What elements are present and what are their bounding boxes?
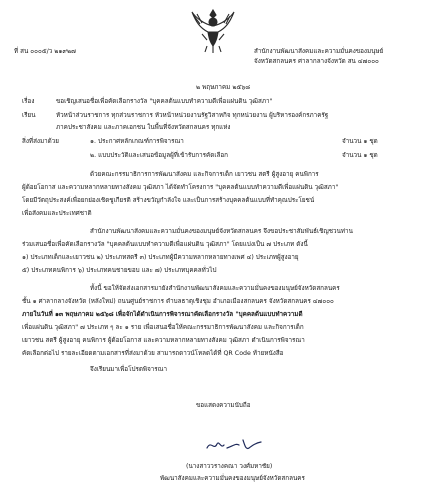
enclosure-item: ๒. แบบประวัติและเสนอข้อมูลผู้ที่เข้ารับการคัดเลือก bbox=[90, 152, 228, 159]
enclosure-quantity: จำนวน ๑ ชุด bbox=[342, 152, 378, 159]
body-line: ด้วยคณะกรรมาธิการการพัฒนาสังคม และกิจการเด็ก เยาวชน สตรี ผู้สูงอายุ คนพิการ bbox=[90, 171, 319, 178]
recipient-line: หัวหน้าส่วนราชการ ทุกส่วนราชการ หัวหน้าหน่วยงานรัฐวิสาหกิจ ทุกหน่วยงาน ผู้บริหารองค์กรภาครัฐ bbox=[56, 112, 329, 119]
subject-label: เรื่อง bbox=[22, 98, 35, 105]
body-line: เพื่อสังคมและประเทศชาติ bbox=[22, 210, 92, 217]
enclosure-item: ๑. ประกาศหลักเกณฑ์การพิจารณา bbox=[90, 138, 184, 145]
closing-request: จึงเรียนมาเพื่อโปรดพิจารณา bbox=[90, 366, 168, 373]
enclosure-quantity: จำนวน ๑ ชุด bbox=[342, 138, 378, 145]
reference-number: ที่ สน ๐๐๐๕/ว ๒๑๙๒๗ bbox=[14, 48, 76, 55]
signer-position: พัฒนาสังคมและความมั่นคงของมนุษย์จังหวัดสกลนคร bbox=[160, 475, 305, 482]
body-line: ทั้งนี้ ขอให้จัดส่งเอกสารมายังสำนักงานพัฒนาสังคมและความมั่นคงของมนุษย์จังหวัดสกลนคร bbox=[90, 285, 340, 292]
body-line: ชั้น ๑ ศาลากลางจังหวัด (หลังใหม่) ถนนศูนย์ราชการ ตำบลธาตุเชิงชุม อำเภอเมืองสกลนคร จังหวัดสกลนคร ๔๗๐๐๐ bbox=[22, 298, 334, 305]
body-line-deadline: ภายในวันที่ ๑๓ พฤษภาคม ๒๕๖๘ เพื่อจักได้ดำเนินการพิจารณาคัดเลือกรางวัล "บุคคลต้นแบบทำความดี bbox=[22, 311, 303, 318]
recipient-label: เรียน bbox=[22, 112, 36, 119]
enclosure-label: สิ่งที่ส่งมาด้วย bbox=[22, 138, 59, 145]
signer-name: (นางสาววรางคณา วงศ์มหาชัย) bbox=[186, 463, 273, 470]
signature bbox=[205, 436, 265, 454]
garuda-emblem-icon bbox=[190, 6, 236, 54]
body-line: ๑) ประเภทเด็กและเยาวชน ๒) ประเภทสตรี ๓) ประเภทผู้มีความหลากหลายทางเพศ ๔) ประเภทผู้สูงอายุ bbox=[22, 254, 299, 261]
body-line: ๕) ประเภทคนพิการ ๖) ประเภทคนชายขอบ และ ๗) ประเภทบุคคลทั่วไป bbox=[22, 267, 217, 274]
body-line: คัดเลือกต่อไป รายละเอียดตามเอกสารที่ส่งมาด้วย สามารถดาวน์โหลดได้ที่ QR Code ท้ายหนังสือ bbox=[22, 350, 284, 357]
recipient-line: ภาคประชาสังคม และภาคเอกชน ในพื้นที่จังหวัดสกลนคร ทุกแห่ง bbox=[56, 124, 231, 131]
body-line: เพื่อแผ่นดิน วุฒิสภา" ๗ ประเภท ๆ ละ ๑ ราย เพื่อเสนอชื่อให้คณะกรรมาธิการพัฒนาสังคม และกิจการเด็ก bbox=[22, 324, 304, 331]
regards: ขอแสดงความนับถือ bbox=[196, 402, 251, 409]
body-line: สำนักงานพัฒนาสังคมและความมั่นคงของมนุษย์จังหวัดสกลนคร จึงขอประชาสัมพันธ์เชิญชวนท่าน bbox=[90, 228, 353, 235]
agency-name: สำนักงานพัฒนาสังคมและความมั่นคงของมนุษย์ bbox=[254, 48, 384, 55]
letter-date: ๒ พฤษภาคม ๒๕๖๘ bbox=[196, 84, 251, 91]
body-line: โดยมีวัตถุประสงค์เพื่อยกย่องเชิดชูเกียรติ สร้างขวัญกำลังใจ และเป็นการสร้างบุคคลต้นแบบที่ทำคุณประโยชน์ bbox=[22, 197, 315, 204]
agency-address: จังหวัดสกลนคร ศาลากลางจังหวัด สน ๔๗๐๐๐ bbox=[254, 58, 379, 65]
subject-text: ขอเชิญเสนอชื่อเพื่อคัดเลือกรางวัล "บุคคลต้นแบบทำความดีเพื่อแผ่นดิน วุฒิสภา" bbox=[56, 98, 273, 105]
body-line: ร่วมเสนอชื่อเพื่อคัดเลือกรางวัล "บุคคลต้นแบบทำความดีเพื่อแผ่นดิน วุฒิสภา" โดยแบ่งเป็น ๗ ประเภท ดังนี้ bbox=[22, 241, 308, 248]
body-line: ผู้ด้อยโอกาส และความหลากหลายทางสังคม วุฒิสภา ได้จัดทำโครงการ "บุคคลต้นแบบทำความดีเพื่อแผ่นดิน วุฒิสภา" bbox=[22, 184, 339, 191]
body-line: เยาวชน สตรี ผู้สูงอายุ คนพิการ ผู้ด้อยโอกาส และความหลากหลายทางสังคม วุฒิสภา ดำเนินการพิจารณา bbox=[22, 337, 305, 344]
